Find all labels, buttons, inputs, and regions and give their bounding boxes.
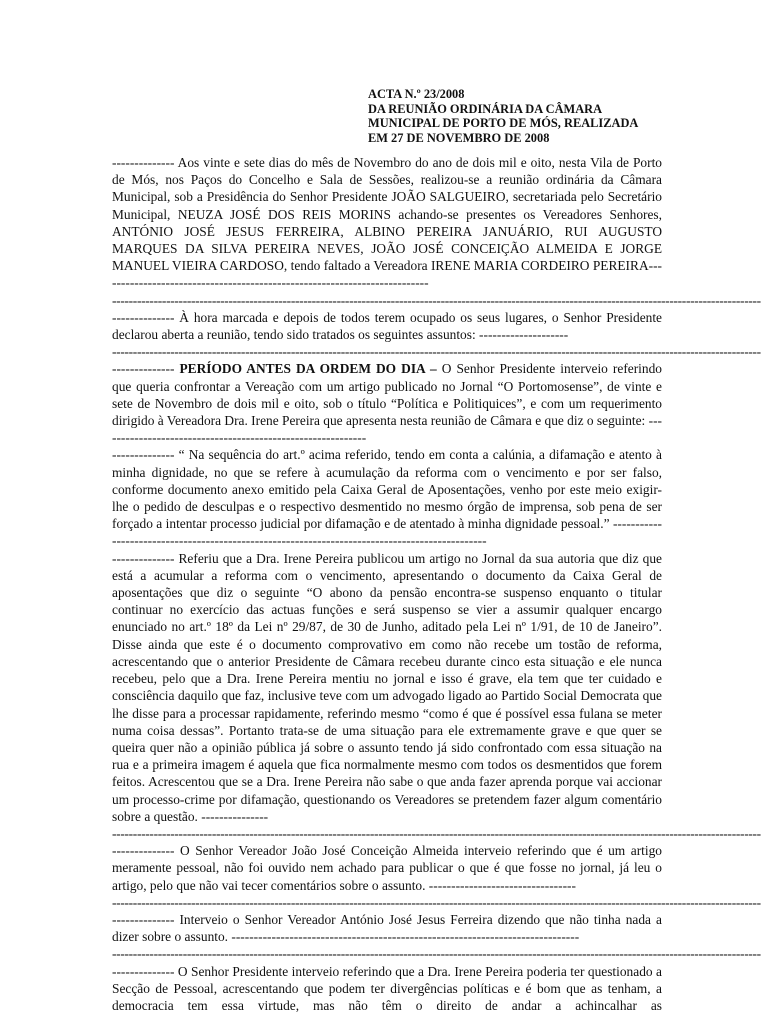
paragraph-councillor-almeida: -------------- O Senhor Vereador João José Conceição Almeida interveio referindo que é um artigo meramente pessoal, não foi ouvido nem achado para publicar o que é que fosse no jornal, já leu o artigo, pelo que não vai tecer comentários sobre o assunto. --------------------------------- [112, 843, 662, 893]
paragraph-quoted-request: -------------- “ Na sequência do art.º acima referido, tendo em conta a calúnia, a difamação e atento à minha dignidade, no que se refere à acumulação da reforma com o vencimento e por ser falso, conforme documento anexo emitido pela Caixa Geral de Aposentações, venho por este meio exigir-lhe o pedido de desculpas e o respectivo desmentido no mesmo órgão de imprensa, sob pena de ser forçado a intentar processo judicial por difamação e de atentado à minha dignidade pessoal.” ----------------------------------------------------------------------------------------------- [112, 447, 662, 549]
paragraph-opening: -------------- Aos vinte e sete dias do mês de Novembro do ano de dois mil e oito, nesta Vila de Porto de Mós, nos Paços do Concelho e Sala de Sessões, realizou-se a reunião ordinária da Câmara Municipal, sob a Presidência do Senhor Presidente JOÃO SALGUEIRO, secretariada pelo Secretário Municipal, NEUZA JOSÉ DOS REIS MORINS achando-se presentes os Vereadores Senhores, ANTÓNIO JOSÉ JESUS FERREIRA, ALBINO PEREIRA JANUÁRIO, RUI AUGUSTO MARQUES DA SILVA PEREIRA NEVES, JOÃO JOSÉ CONCEIÇÃO ALMEIDA E JORGE MANUEL VIEIRA CARDOSO, tendo faltado a Vereadora IRENE MARIA CORDEIRO PEREIRA-------------------------------------------------------------------------- [112, 155, 662, 291]
paragraph-period-before-agenda [112, 360, 662, 446]
separator-line: ------------------------------------------------------------------------------------------------------------------------------------------------------------ [112, 344, 761, 360]
document-body [112, 154, 761, 1014]
act-number: ACTA N.º 23/2008 [368, 87, 465, 101]
paragraph-session-open: -------------- À hora marcada e depois de todos terem ocupado os seus lugares, o Senhor Presidente declarou aberta a reunião, tendo sido tratados os seguintes assuntos: -------------------- [112, 309, 662, 343]
paragraph-president-statement: -------------- Referiu que a Dra. Irene Pereira publicou um artigo no Jornal da sua autoria que diz que está a acumular a reforma com o vencimento, apresentando o documento da Caixa Geral de aposentações que diz o seguinte “O abono da pensão encontra-se suspenso enquanto o titular continuar no exercício das actuas funções e será suspenso se vier a assumir qualquer encargo enunciado no art.º 18º da Lei nº 29/87, de 30 de Junho, aditado pela Lei nº 1/91, de 10 de Janeiro”. Disse ainda que este é o documento comprovativo em como não recebe um tostão de reforma, acrescentando que o anterior Presidente de Câmara recebeu durante cinco esta situação e ele nunca recebeu, pelo que a Dra. Irene Pereira mentiu no jornal e isso é grave, ela tem que ter cuidado e consciência daquilo que faz, inclusive teve com um advogado ligado ao Partido Social Democrata que lhe disse para a processar rapidamente, referindo mesmo “como é que é possível essa fulana se meter numa coisa dessas”. Portanto trata-se de uma situação para ele extremamente grave e que quer se queira quer não a opinião pública já sobre o assunto tendo já sido confrontado com essa situação na rua e a primeira imagem é aquela que fica normalmente mesmo com todos os desmentidos que forem feitos. Acrescentou que se a Dra. Irene Pereira não sabe o que anda fazer aprenda porque vai accionar um processo-crime por difamação, questionando os Vereadores se pretendem fazer algum comentário sobre a questão. --------------- [112, 550, 662, 824]
document-header [368, 87, 668, 145]
paragraph-president-reply: -------------- O Senhor Presidente interveio referindo que a Dra. Irene Pereira poderia ter questionado a Secção de Pessoal, acrescentando que podem ter divergências políticas e é bom que as tenham, a democracia tem essa virtude, mas não têm o direito de andar a achincalhar as [112, 963, 662, 1013]
header-title-line: MUNICIPAL DE PORTO DE MÓS, REALIZADA [368, 116, 639, 131]
paragraph-councillor-ferreira: -------------- Interveio o Senhor Vereador António José Jesus Ferreira dizendo que não tinha nada a dizer sobre o assunto. ------------------------------------------------------------------------------ [112, 911, 662, 945]
separator-line: ------------------------------------------------------------------------------------------------------------------------------------------------------------ [112, 292, 761, 308]
paragraph-prefix: -------------- [112, 361, 180, 377]
separator-line: ------------------------------------------------------------------------------------------------------------------------------------------------------------ [112, 894, 761, 910]
header-date-line: EM 27 DE NOVEMBRO DE 2008 [368, 130, 550, 145]
separator-line: ------------------------------------------------------------------------------------------------------------------------------------------------------------ [112, 825, 761, 841]
header-title-line: DA REUNIÃO ORDINÁRIA DA CÂMARA [368, 101, 603, 116]
paragraph-text: O Senhor Presidente interveio referindo que queria confrontar a Vereação com um artigo publicado no Jornal “O Portomosense”, de vinte e sete de Novembro de dois mil e oito, sob o título “Política e Politiquices”, e com um requerimento dirigido à Vereadora Dra. Irene Pereira que apresenta nesta reunião de Câmara e que diz o seguinte: ------------------------------------------------------------ [112, 361, 663, 446]
separator-line: ------------------------------------------------------------------------------------------------------------------------------------------------------------ [112, 946, 761, 962]
section-heading: PERÍODO ANTES DA ORDEM DO DIA – [179, 361, 437, 377]
